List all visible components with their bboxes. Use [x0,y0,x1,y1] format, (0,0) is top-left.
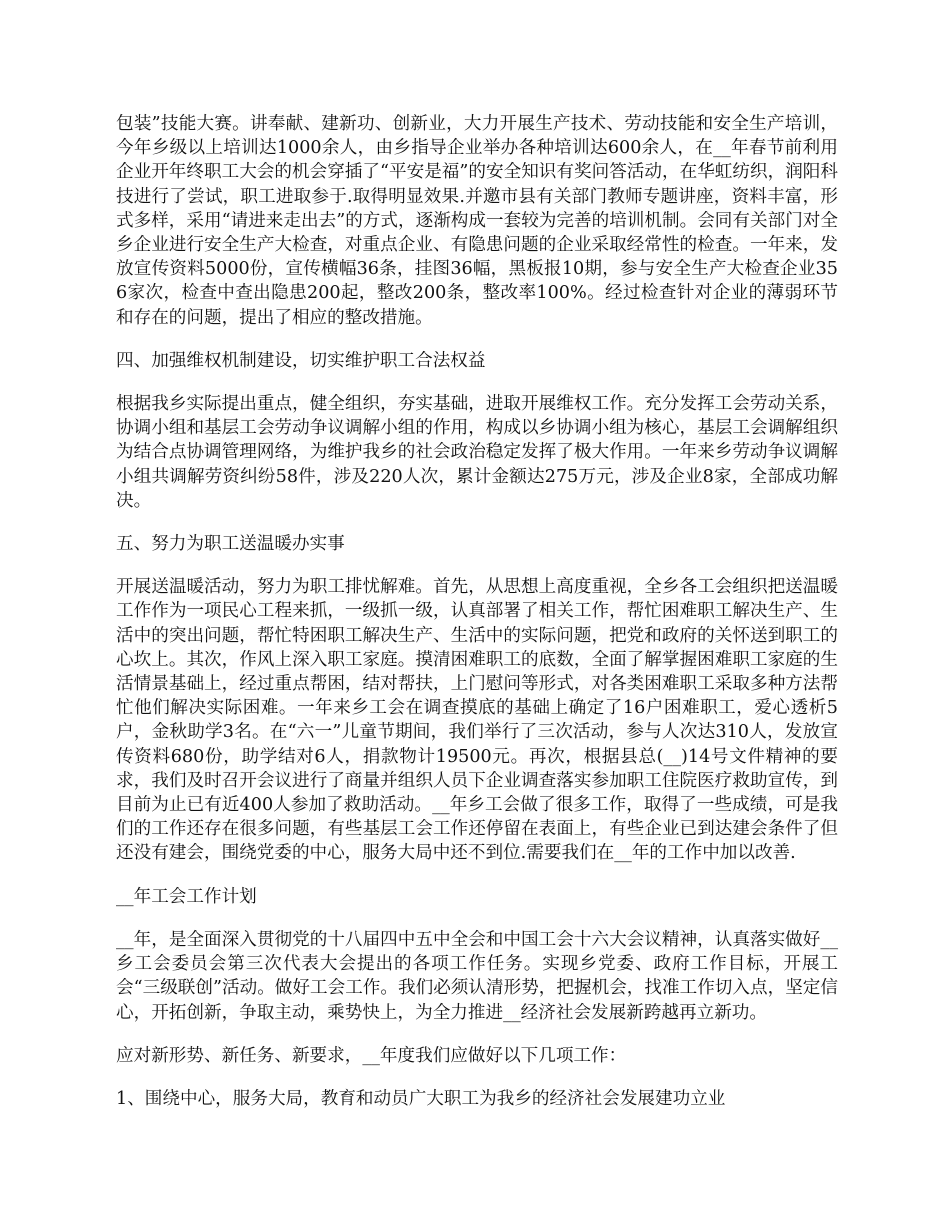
paragraph-plan-lead: 应对新形势、新任务、新要求，__年度我们应做好以下几项工作： [116,1045,627,1066]
paragraph-plan-item-1: 1、围绕中心，服务大局，教育和动员广大职工为我乡的经济社会发展建功立业 [116,1088,726,1109]
section-heading-rights: 四、加强维权机制建设，切实维护职工合法权益 [116,350,486,371]
section-heading-plan: __年工会工作计划 [116,886,257,907]
paragraph-training-safety: 包装”技能大赛。讲奉献、建新功、创新业，大力开展生产技术、劳动技能和安全生产培训，今年乡级以上培训达1000余人，由乡指导企业举办各种培训达600余人，在__年春节前利用企业开年终职工大会的机会穿插了“平安是福”的安全知识有奖问答活动，在华虹纺织，润阳科技进行了尝试，职工进取参于.取得明显效果.并邀市县有关部门教师专题讲座，资料丰富，形式多样，采用“请进来走出去”的方式，逐渐构成一套较为完善的培训机制。会同有关部门对全乡企业进行安全生产大检查，对重点企业、有隐患问题的企业采取经常性的检查。一年来，发放宣传资料5000份，宣传横幅36条，挂图36幅，黑板报10期，参与安全生产大检查企业356家次，检查中查出隐患200起，整改200条，整改率100%。经过检查针对企业的薄弱环节和存在的问题，提出了相应的整改措施。 [116,114,838,328]
section-heading-warmth: 五、努力为职工送温暖办实事 [116,534,345,555]
paragraph-plan-intro: __年，是全面深入贯彻党的十八届四中五中全会和中国工会十六大会议精神，认真落实做好__乡工会委员会第三次代表大会提出的各项工作任务。实现乡党委、政府工作目标，开展工会“三级联创”活动。做好工会工作。我们必须认清形势，把握机会，找准工作切入点，坚定信心，开拓创新，争取主动，乘势快上，为全力推进__经济社会发展新跨越再立新功。 [116,929,838,1023]
paragraph-rights: 根据我乡实际提出重点，健全组织，夯实基础，进取开展维权工作。充分发挥工会劳动关系，协调小组和基层工会劳动争议调解小组的作用，构成以乡协调小组为核心，基层工会调解组织为结合点协调管理网络，为维护我乡的社会政治稳定发挥了极大作用。一年来乡劳动争议调解小组共调解劳资纠纷58件，涉及220人次，累计金额达275万元，涉及企业8家，全部成功解决。 [116,394,838,511]
document-page [116,112,838,1130]
paragraph-warmth: 开展送温暖活动，努力为职工排忧解难。首先，从思想上高度重视，全乡各工会组织把送温暖工作作为一项民心工程来抓，一级抓一级，认真部署了相关工作，帮忙困难职工解决生产、生活中的突出问题，帮忙特困职工解决生产、生活中的实际问题，把党和政府的关怀送到职工的心坎上。其次，作风上深入职工家庭。摸清困难职工的底数，全面了解掌握困难职工家庭的生活情景基础上，经过重点帮困，结对帮扶，上门慰问等形式，对各类困难职工采取多种方法帮忙他们解决实际困难。一年来乡工会在调查摸底的基础上确定了16户困难职工，爱心透析5户，金秋助学3名。在“六一”儿童节期间，我们举行了三次活动，参与人次达310人，发放宣传资料680份，助学结对6人，捐款物计19500元。再次，根据县总(__)14号文件精神的要求，我们及时召开会议进行了商量并组织人员下企业调查落实参加职工住院医疗救助宣传，到目前为止已有近400人参加了救助活动。__年乡工会做了很多工作，取得了一些成绩，可是我们的工作还存在很多问题，有些基层工会工作还停留在表面上，有些企业已到达建会条件了但还没有建会，围绕党委的中心，服务大局中还不到位.需要我们在__年的工作中加以改善. [116,577,838,864]
